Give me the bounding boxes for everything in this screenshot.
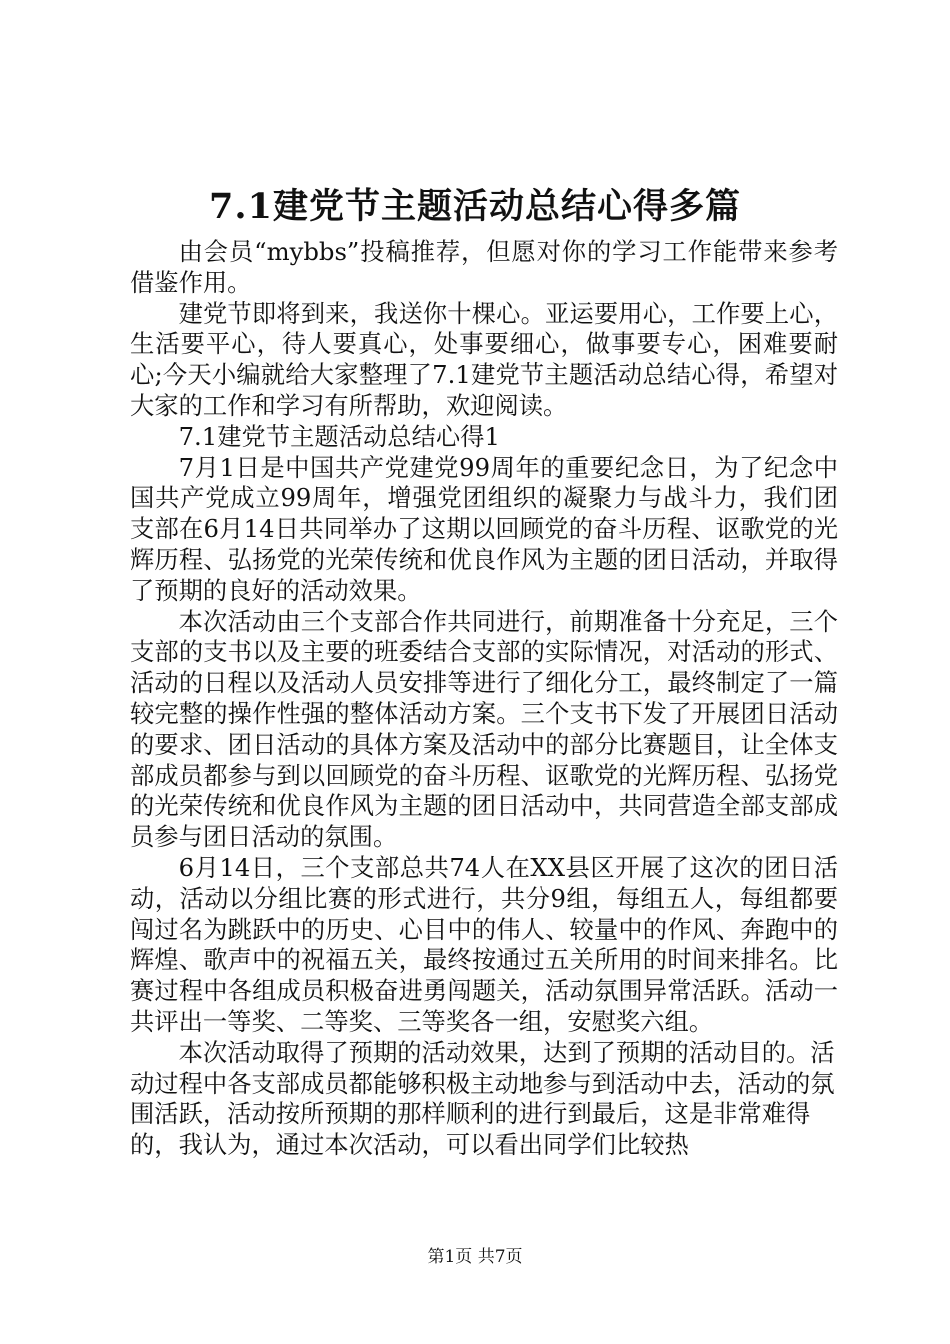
paragraph: 本次活动取得了预期的活动效果，达到了预期的活动目的。活动过程中各支部成员都能够积极主动地参与到活动中去，活动的氛围活跃，活动按所预期的那样顺利的进行到最后，这是非常难得的，我认为，通过本次活动，可以看出同学们比较热 (130, 1037, 835, 1160)
document-title: 7.1建党节主题活动总结心得多篇 (209, 186, 741, 227)
page-number: 第1页 共7页 (427, 1247, 523, 1267)
paragraph: 7月1日是中国共产党建党99周年的重要纪念日，为了纪念中国共产党成立99周年，增强党团组织的凝聚力与战斗力，我们团支部在6月14日共同举办了这期以回顾党的奋斗历程、讴歌党的光辉历程、弘扬党的光荣传统和优良作风为主题的团日活动，并取得了预期的良好的活动效果。 (130, 452, 838, 605)
paragraph: 本次活动由三个支部合作共同进行，前期准备十分充足，三个支部的支书以及主要的班委结合支部的实际情况，对活动的形式、活动的日程以及活动人员安排等进行了细化分工，最终制定了一篇较完整的操作性强的整体活动方案。三个支书下发了开展团日活动的要求、团日活动的具体方案及活动中的部分比赛题目，让全体支部成员都参与到以回顾党的奋斗历程、讴歌党的光辉历程、弘扬党的光荣传统和优良作风为主题的团日活动中，共同营造全部支部成员参与团日活动的氛围。 (130, 606, 838, 852)
paragraph-intro: 由会员“mybbs”投稿推荐，但愿对你的学习工作能带来参考借鉴作用。 (130, 237, 838, 297)
document-body (130, 237, 838, 1161)
section-heading: 7.1建党节主题活动总结心得1 (178, 421, 500, 451)
paragraph-preface: 建党节即将到来，我送你十棵心。亚运要用心，工作要上心，生活要平心，待人要真心，处事要细心，做事要专心，困难要耐心;今天小编就给大家整理了7.1建党节主题活动总结心得，希望对大家的工作和学习有所帮助，欢迎阅读。 (130, 298, 838, 420)
paragraph: 6月14日，三个支部总共74人在XX县区开展了这次的团日活动，活动以分组比赛的形式进行，共分9组，每组五人，每组都要闯过名为跳跃中的历史、心目中的伟人、较量中的作风、奔跑中的辉煌、歌声中的祝福五关，最终按通过五关所用的时间来排名。比赛过程中各组成员积极奋进勇闯题关，活动氛围异常活跃。活动一共评出一等奖、二等奖、三等奖各一组，安慰奖六组。 (130, 852, 838, 1036)
